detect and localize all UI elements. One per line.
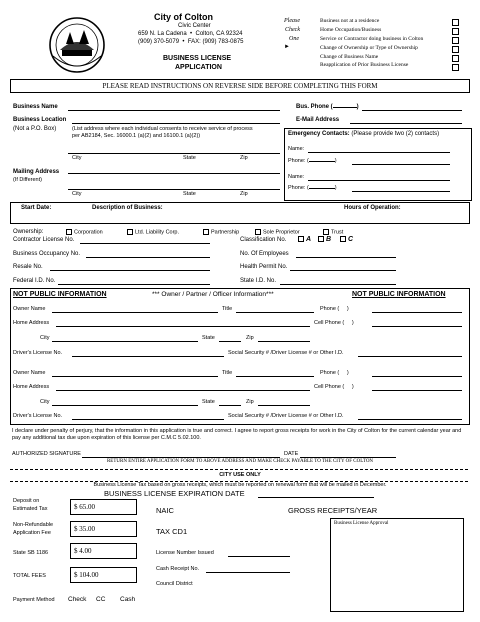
signature-label: AUTHORIZED SIGNATURE [12, 451, 81, 457]
state-label: State [202, 399, 215, 405]
state-field[interactable] [219, 405, 241, 406]
ssn-label: Social Security # /Driver License # or Other I.D. [228, 413, 344, 419]
application-fee-amount[interactable]: $ 35.00 [70, 521, 137, 537]
email-field[interactable] [350, 123, 462, 124]
owner-name-label: Owner Name [13, 370, 46, 376]
form-title: BUSINESS LICENSE [163, 55, 232, 62]
federal-id-label: Federal I.D. No. [13, 278, 56, 284]
total-fees-label: TOTAL FEES [13, 573, 46, 579]
ownership-option[interactable]: Partnership [203, 229, 239, 235]
state-field[interactable] [219, 341, 241, 342]
approval-box[interactable] [330, 518, 464, 612]
city-label: City [72, 191, 82, 197]
phone-label: Phone ( ) [320, 306, 349, 312]
payment-cc[interactable]: CC [96, 596, 106, 603]
occupancy-label: Business Occupancy No. [13, 251, 81, 257]
zip-field[interactable] [258, 341, 310, 342]
email-label: E-Mail Address [296, 117, 340, 123]
state-label: State [183, 155, 196, 161]
occupancy-field[interactable] [86, 257, 210, 258]
payment-method-label: Payment Method [13, 597, 55, 603]
employees-field[interactable] [296, 257, 396, 258]
bus-phone-label: Bus. Phone ( ) [296, 104, 359, 110]
business-location-field[interactable] [72, 123, 280, 124]
drivers-license-field[interactable] [72, 419, 224, 420]
arrow-icon: ► [284, 44, 290, 50]
home-address-label: Home Address [13, 384, 50, 390]
health-permit-field[interactable] [290, 270, 396, 271]
city-use-only: CITY USE ONLY [0, 472, 480, 478]
return-note: RETURN ENTIRE APPLICATION FORM TO ABOVE ADDRESS AND MAKE CHECK PAYABLE TO THE CITY OF COLTON [106, 459, 374, 464]
city-label: City [40, 399, 50, 405]
mailing-address-field[interactable] [68, 173, 280, 174]
ssn-field[interactable] [358, 356, 462, 357]
contractor-license-label: Contractor License No. [13, 237, 75, 243]
owner-name-field[interactable] [52, 376, 218, 377]
zip-label: Zip [240, 191, 248, 197]
home-address-field[interactable] [56, 390, 310, 391]
sb1186-amount[interactable]: $ 4.00 [70, 543, 137, 559]
class-option-b[interactable]: B [318, 236, 331, 243]
instructions-text: PLEASE READ INSTRUCTIONS ON REVERSE SIDE BEFORE COMPLETING THIS FORM [102, 82, 378, 90]
phone-line: (909) 370-5079 • FAX: (909) 783-0875 [138, 39, 244, 45]
resale-field[interactable] [50, 270, 210, 271]
date-label: DATE [284, 451, 299, 457]
cell-phone-label: Cell Phone ( ) [314, 384, 354, 390]
business-location-label: Business Location [13, 117, 67, 123]
zip-label: Zip [246, 335, 254, 341]
option-label: Service or Contractor doing business in Colton [320, 36, 424, 42]
option-label: Change of Ownership or Type of Ownership [320, 45, 418, 51]
option-checkbox[interactable] [452, 64, 459, 71]
cash-receipt-label: Cash Receipt No. [156, 566, 200, 572]
divider [10, 469, 468, 470]
option-label: Business not at a residence [320, 18, 380, 24]
address-line: 659 N. La Cadena • Colton, CA 92324 [138, 31, 243, 37]
signature-field[interactable] [82, 457, 280, 458]
title-field[interactable] [236, 376, 314, 377]
cell-phone-field[interactable] [372, 326, 462, 327]
state-id-label: State I.D. No. [240, 278, 277, 284]
classification-label: Classification No. [240, 237, 287, 243]
zip-field[interactable] [258, 405, 310, 406]
payment-cash[interactable]: Cash [120, 596, 136, 603]
license-number-label: License Number Issued [156, 550, 214, 556]
city-label: City [40, 335, 50, 341]
option-checkbox[interactable] [452, 28, 459, 35]
contact-phone-label: Phone: ( ) [288, 185, 337, 191]
title-label: Title [222, 306, 233, 312]
option-label: Change of Business Name [320, 54, 379, 60]
home-address-label: Home Address [13, 320, 50, 326]
ownership-option[interactable]: Ltd. Liability Corp. [127, 229, 179, 235]
option-label: Home Occupation/Business [320, 27, 382, 33]
business-name-field[interactable] [68, 110, 280, 111]
phone-field[interactable] [372, 376, 462, 377]
option-label: Reapplication of Prior Business License [320, 62, 409, 68]
sb1186-label: State SB 1186 [13, 550, 49, 556]
tax-note: Business License Tax based on gross receipts, which must be reported on renewal form that will be mailed in December. [93, 482, 387, 488]
officer-heading: *** Owner / Partner / Officer Information*** [152, 291, 274, 298]
health-permit-label: Health Permit No. [240, 264, 288, 270]
ssn-label: Social Security # /Driver License # or Other I.D. [228, 350, 344, 356]
payment-check[interactable]: Check [68, 596, 87, 603]
declaration-text: I declare under penalty of perjury, that the information in this application is true and correct. I agree to report gross receipts for work in the City of Colton for the current calendar year and pay any additional tax due upon expiration of this license per C.M.C 5.02.100. [12, 428, 462, 441]
option-checkbox[interactable] [452, 37, 459, 44]
mailing-address-line-2[interactable] [68, 189, 280, 190]
hours-label: Hours of Operation: [344, 205, 401, 211]
employees-label: No. Of Employees [240, 251, 289, 257]
state-label: State [202, 335, 215, 341]
drivers-license-label: Driver's License No. [13, 350, 63, 356]
ssn-field[interactable] [358, 419, 462, 420]
gross-receipts-label: GROSS RECEIPTS/YEAR [288, 506, 378, 515]
class-option-a[interactable]: A [298, 236, 311, 243]
ownership-option[interactable]: Corporation [66, 229, 103, 235]
check-label-2: Check [285, 27, 300, 33]
zip-label: Zip [240, 155, 248, 161]
location-line-2[interactable] [68, 153, 280, 154]
emergency-heading: Emergency Contacts: (Please provide two (2) contacts) [288, 131, 440, 137]
contact-phone-field[interactable] [352, 191, 450, 192]
owner-name-field[interactable] [52, 312, 218, 313]
contact-phone-field[interactable] [352, 164, 450, 165]
deposit-label-2: Estimated Tax [13, 506, 48, 512]
address-note-2: per AB2184, Sec. 16000.1 (a)(2) and 16100.1 (a)(2)) [72, 133, 201, 139]
start-date-label: Start Date: [21, 205, 52, 211]
ownership-option[interactable]: Sole Proprietor [255, 229, 300, 235]
expiration-label: BUSINESS LICENSE EXPIRATION DATE [104, 489, 245, 498]
form-subtitle: APPLICATION [175, 64, 222, 71]
federal-id-field[interactable] [58, 284, 210, 285]
deposit-label: Deposit on [13, 498, 40, 504]
check-label-1: Please [284, 18, 300, 24]
approval-label: Business License Approval [334, 521, 389, 526]
ownership-option[interactable]: Trust [323, 229, 343, 235]
contact-name-label: Name: [288, 174, 305, 180]
owner-name-label: Owner Name [13, 306, 46, 312]
city-name: City of Colton [154, 12, 213, 22]
cell-phone-label: Cell Phone ( ) [314, 320, 354, 326]
civic-center: Civic Center [178, 23, 211, 29]
city-seal-logo [48, 16, 106, 74]
total-fees-amount[interactable]: $ 104.00 [70, 567, 137, 583]
council-district-label: Council District [156, 581, 193, 587]
bus-phone-field[interactable] [362, 110, 462, 111]
expiration-field[interactable] [258, 497, 374, 498]
naic-label: NAIC [156, 506, 174, 515]
description-label: Description of Business: [92, 205, 163, 211]
state-label: State [183, 191, 196, 197]
contractor-license-field[interactable] [80, 243, 210, 244]
date-field[interactable] [300, 457, 396, 458]
contact-name-field[interactable] [308, 152, 450, 153]
city-field[interactable] [52, 405, 198, 406]
check-label-3: One [289, 36, 299, 42]
zip-label: Zip [246, 399, 254, 405]
home-address-field[interactable] [56, 326, 310, 327]
mailing-address-label: Mailing Address [13, 169, 60, 175]
title-label: Title [222, 370, 233, 376]
deposit-amount[interactable]: $ 65.00 [70, 499, 137, 515]
drivers-license-field[interactable] [72, 356, 224, 357]
application-fee-label: Non-Refundable [13, 522, 54, 528]
phone-field[interactable] [372, 312, 462, 313]
ownership-label: Ownership: [13, 229, 44, 235]
contact-phone-label: Phone: ( ) [288, 158, 337, 164]
business-name-label: Business Name [13, 104, 58, 110]
not-public-left: NOT PUBLIC INFORMATION [13, 291, 107, 298]
tax-cd1-label: TAX CD1 [156, 527, 188, 536]
operations-box [10, 202, 470, 224]
contact-name-field[interactable] [308, 180, 450, 181]
not-po-box-note: (Not a P.O. Box) [13, 126, 57, 132]
phone-label: Phone ( ) [320, 370, 349, 376]
application-fee-label-2: Application Fee [13, 530, 51, 536]
license-number-field[interactable] [228, 556, 290, 557]
option-checkbox[interactable] [452, 55, 459, 62]
cash-receipt-field[interactable] [206, 572, 290, 573]
address-note: (List address where each individual consents to receive service of process [72, 126, 253, 132]
title-field[interactable] [236, 312, 314, 313]
contact-name-label: Name: [288, 146, 305, 152]
option-checkbox[interactable] [452, 19, 459, 26]
state-id-field[interactable] [280, 284, 396, 285]
city-field[interactable] [52, 341, 198, 342]
city-label: City [72, 155, 82, 161]
option-checkbox[interactable] [452, 46, 459, 53]
drivers-license-label: Driver's License No. [13, 413, 63, 419]
if-different-note: (If Different) [13, 177, 42, 183]
class-option-c[interactable]: C [340, 236, 353, 243]
cell-phone-field[interactable] [372, 390, 462, 391]
not-public-right: NOT PUBLIC INFORMATION [352, 291, 446, 298]
resale-label: Resale No. [13, 264, 43, 270]
instructions-bar [10, 79, 470, 93]
